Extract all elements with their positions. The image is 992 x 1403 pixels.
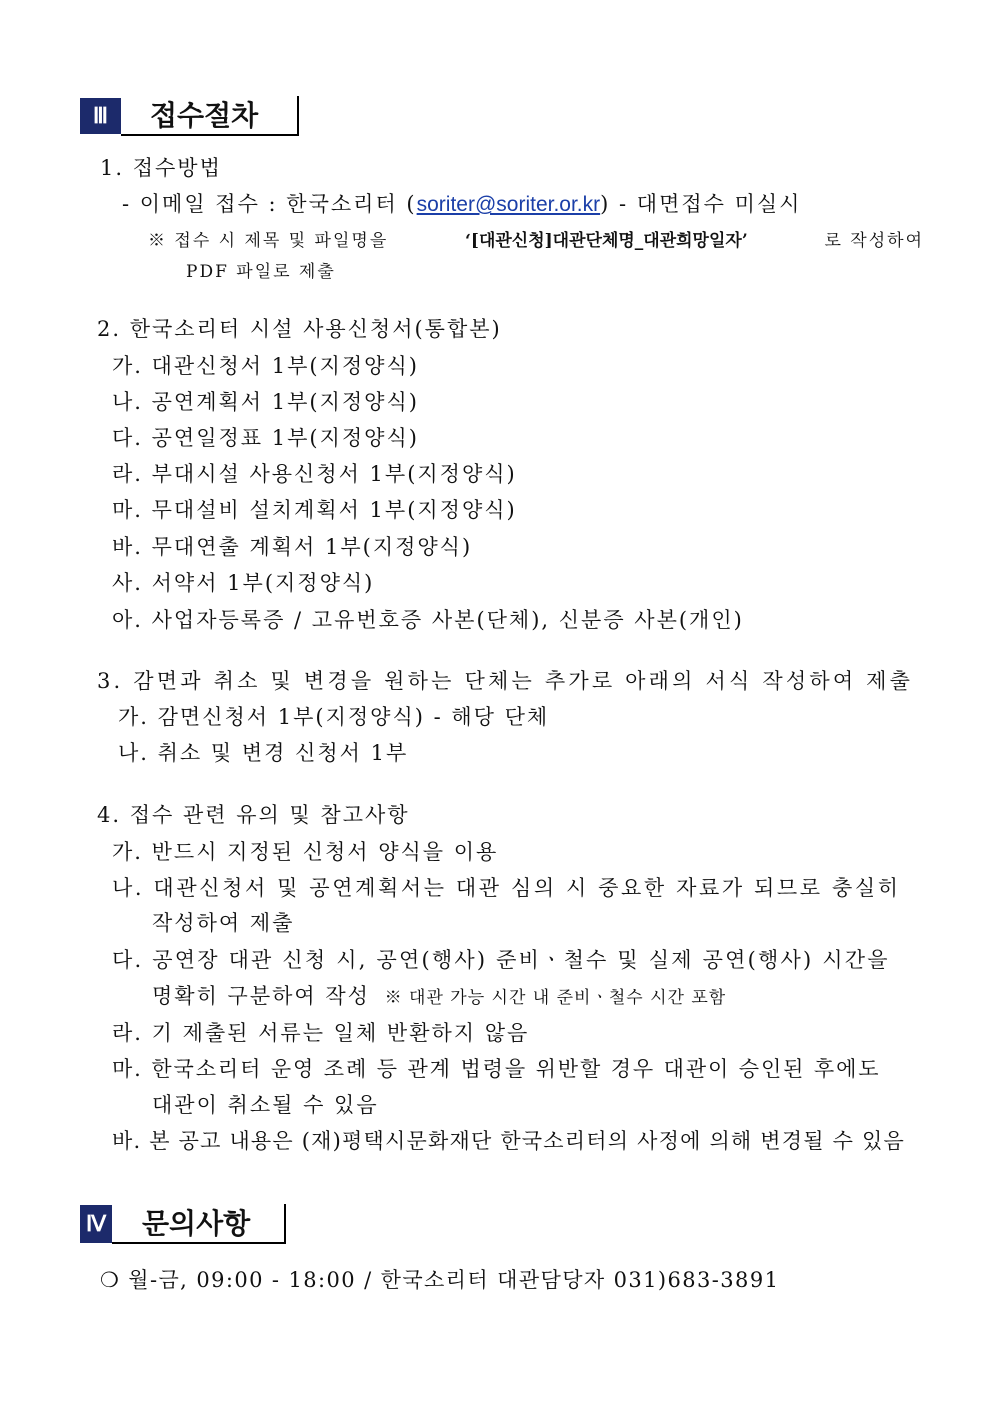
email-prefix: - 이메일 접수 : 한국소리터 ( [122, 192, 417, 216]
item-4-heading: 4. 접수 관련 유의 및 참고사항 [97, 803, 410, 827]
note-filename-format: ‘[대관신청]대관단체명_대관희망일자’ [464, 231, 748, 251]
note-prefix: ※ 접수 시 제목 및 파일명을 [148, 231, 389, 251]
list-item: 마. 한국소리터 운영 조례 등 관계 법령을 위반할 경우 대관이 승인된 후에도 [112, 1057, 881, 1081]
list-item: 나. 공연계획서 1부(지정양식) [112, 390, 419, 414]
list-item: 라. 부대시설 사용신청서 1부(지정양식) [112, 462, 517, 486]
list-item: 나. 대관신청서 및 공연계획서는 대관 심의 시 중요한 자료가 되므로 충실히 [112, 876, 901, 900]
section-4-heading [80, 1204, 286, 1244]
list-item: 가. 반드시 지정된 신청서 양식을 이용 [112, 840, 499, 864]
list-item: 바. 무대연출 계획서 1부(지정양식) [112, 535, 473, 559]
list-item: 바. 본 공고 내용은 (재)평택시문화재단 한국소리터의 사정에 의해 변경될 수 있음 [112, 1129, 905, 1153]
list-item: 다. 공연장 대관 신청 시, 공연(행사) 준비ㆍ철수 및 실제 공연(행사) 시간을 [112, 948, 890, 972]
contact-line: ❍ 월-금, 09:00 - 18:00 / 한국소리터 대관담당자 031)683-3891 [100, 1268, 780, 1292]
list-item-continuation: 작성하여 제출 [152, 911, 295, 935]
note-line-2: PDF 파일로 제출 [186, 262, 336, 282]
submission-note [148, 226, 924, 251]
item-3-heading: 3. 감면과 취소 및 변경을 원하는 단체는 추가로 아래의 서식 작성하여 제출 [97, 669, 914, 693]
list-item-continuation [152, 980, 726, 1010]
da-line-2: 명확히 구분하여 작성 [152, 984, 370, 1008]
list-item: 마. 무대설비 설치계획서 1부(지정양식) [112, 498, 517, 522]
da-note: ※ 대관 가능 시간 내 준비ㆍ철수 시간 포함 [384, 988, 727, 1008]
section-4-number: Ⅳ [80, 1205, 112, 1243]
list-item-continuation: 대관이 취소될 수 있음 [152, 1093, 379, 1117]
list-item: 나. 취소 및 변경 신청서 1부 [118, 741, 409, 765]
list-item: 가. 감면신청서 1부(지정양식) - 해당 단체 [118, 705, 550, 729]
list-item: 라. 기 제출된 서류는 일체 반환하지 않음 [112, 1021, 530, 1045]
section-3-number: Ⅲ [80, 98, 121, 134]
list-item: 다. 공연일정표 1부(지정양식) [112, 426, 419, 450]
list-item: 사. 서약서 1부(지정양식) [112, 571, 375, 595]
item-2-heading: 2. 한국소리터 시설 사용신청서(통합본) [97, 317, 502, 341]
list-item: 아. 사업자등록증 / 고유번호증 사본(단체), 신분증 사본(개인) [112, 608, 744, 632]
section-3-heading [80, 96, 299, 136]
email-line [122, 188, 801, 218]
section-3-title: 접수절차 [121, 96, 299, 136]
email-link[interactable]: soriter@soriter.or.kr [416, 193, 601, 216]
note-suffix: 로 작성하여 [824, 231, 924, 251]
list-item: 가. 대관신청서 1부(지정양식) [112, 354, 419, 378]
item-1-heading: 1. 접수방법 [100, 156, 222, 180]
section-4-title: 문의사항 [112, 1204, 286, 1244]
email-suffix: ) - 대면접수 미실시 [600, 192, 802, 216]
